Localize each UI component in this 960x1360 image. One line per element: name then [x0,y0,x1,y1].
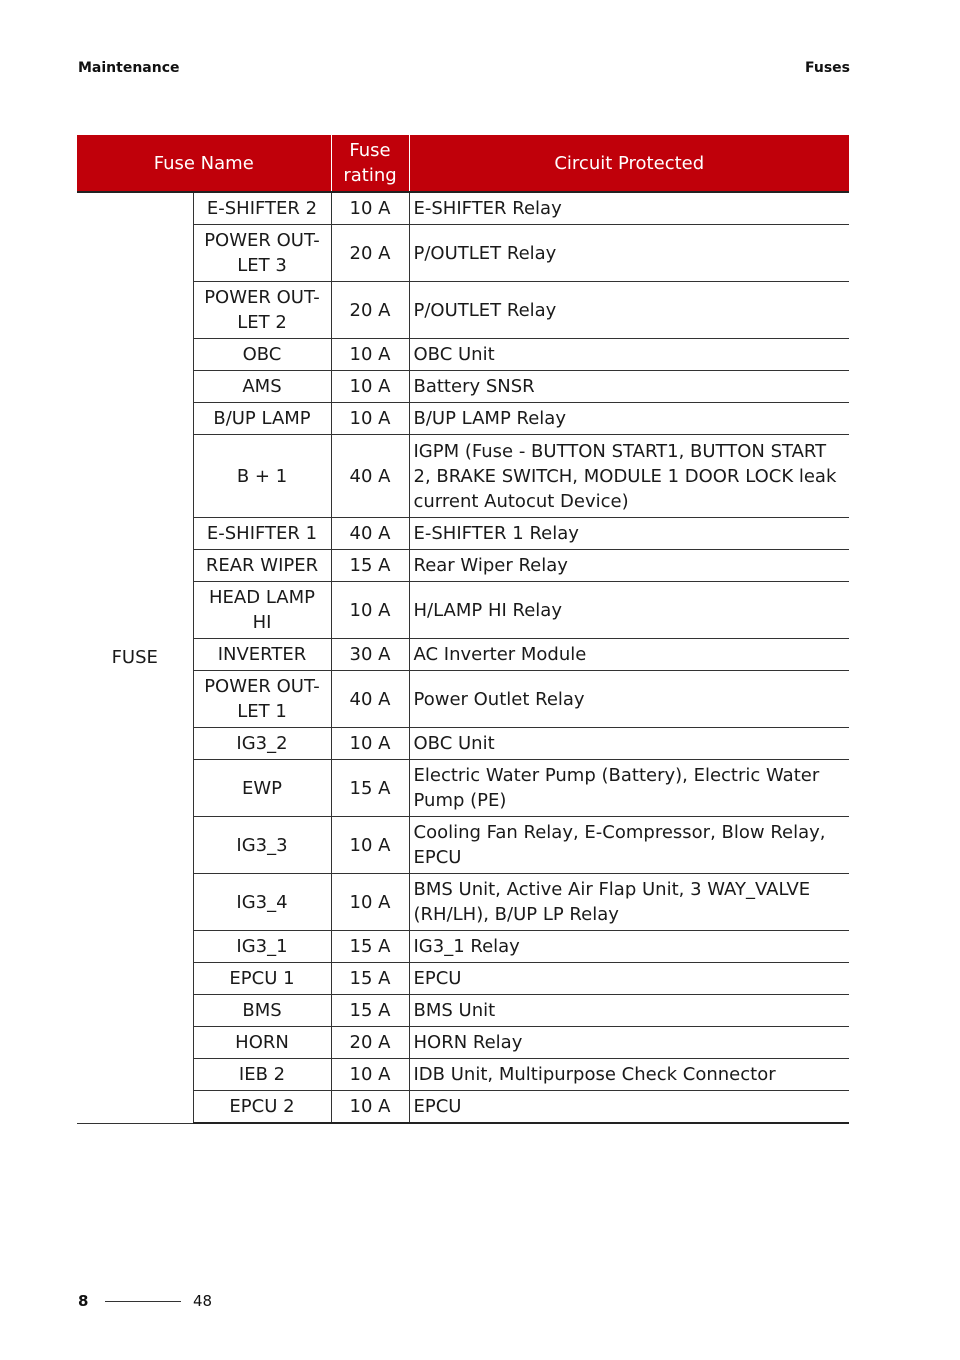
fuse-name-cell: E-SHIFTER 1 [193,518,331,550]
fuse-name-cell: HORN [193,1027,331,1059]
table-row [77,817,849,874]
circuit-protected-cell: B/UP LAMP Relay [409,403,849,435]
fuse-rating-cell: 10 A [331,403,409,435]
table-row [77,639,849,671]
fuse-rating-cell: 15 A [331,550,409,582]
table-row [77,995,849,1027]
circuit-protected-cell: Rear Wiper Relay [409,550,849,582]
circuit-protected-cell: BMS Unit, Active Air Flap Unit, 3 WAY_VALVE (RH/LH), B/UP LP Relay [409,874,849,931]
circuit-protected-cell: OBC Unit [409,339,849,371]
table-row [77,671,849,728]
column-header-circuit-protected: Circuit Protected [409,135,849,192]
fuse-name-cell: IG3_4 [193,874,331,931]
running-header-section: Maintenance [78,60,180,76]
fuse-rating-cell: 15 A [331,931,409,963]
fuse-name-cell: IG3_1 [193,931,331,963]
fuse-table [77,135,849,1124]
fuse-name-cell: REAR WIPER [193,550,331,582]
circuit-protected-cell: AC Inverter Module [409,639,849,671]
circuit-protected-cell: OBC Unit [409,728,849,760]
fuse-rating-cell: 10 A [331,1059,409,1091]
fuse-name-cell: EWP [193,760,331,817]
table-row [77,728,849,760]
table-row [77,1027,849,1059]
fuse-group-label: FUSE [77,192,193,1123]
fuse-name-cell: E-SHIFTER 2 [193,192,331,225]
fuse-name-cell: BMS [193,995,331,1027]
column-header-fuse-name: Fuse Name [77,135,331,192]
table-row [77,225,849,282]
fuse-rating-cell: 30 A [331,639,409,671]
fuse-name-cell: AMS [193,371,331,403]
circuit-protected-cell: EPCU [409,1091,849,1124]
table-row [77,1091,849,1124]
fuse-rating-cell: 20 A [331,1027,409,1059]
fuse-rating-cell: 15 A [331,995,409,1027]
circuit-protected-cell: Cooling Fan Relay, E-Compressor, Blow Relay, EPCU [409,817,849,874]
fuse-name-cell: IEB 2 [193,1059,331,1091]
fuse-rating-cell: 10 A [331,817,409,874]
fuse-rating-cell: 40 A [331,671,409,728]
fuse-name-cell: B/UP LAMP [193,403,331,435]
table-row [77,874,849,931]
fuse-rating-cell: 20 A [331,225,409,282]
circuit-protected-cell: Power Outlet Relay [409,671,849,728]
fuse-rating-cell: 15 A [331,760,409,817]
fuse-name-cell: IG3_3 [193,817,331,874]
table-row [77,760,849,817]
fuse-rating-cell: 10 A [331,192,409,225]
fuse-rating-cell: 20 A [331,282,409,339]
circuit-protected-cell: Electric Water Pump (Battery), Electric Water Pump (PE) [409,760,849,817]
fuse-name-cell: EPCU 1 [193,963,331,995]
fuse-rating-cell: 10 A [331,728,409,760]
fuse-table-header [77,135,849,192]
fuse-name-cell: INVERTER [193,639,331,671]
circuit-protected-cell: E-SHIFTER 1 Relay [409,518,849,550]
table-row [77,339,849,371]
table-row [77,435,849,518]
fuse-rating-cell: 10 A [331,339,409,371]
fuse-name-cell: POWER OUT-LET 2 [193,282,331,339]
fuse-rating-cell: 40 A [331,518,409,550]
circuit-protected-cell: IG3_1 Relay [409,931,849,963]
circuit-protected-cell: H/LAMP HI Relay [409,582,849,639]
footer-divider [105,1301,181,1302]
fuse-table-body [77,192,849,1123]
fuse-rating-cell: 10 A [331,371,409,403]
circuit-protected-cell: EPCU [409,963,849,995]
table-row [77,963,849,995]
column-header-fuse-rating: Fuse rating [331,135,409,192]
circuit-protected-cell: E-SHIFTER Relay [409,192,849,225]
fuse-name-cell: HEAD LAMP HI [193,582,331,639]
fuse-rating-cell: 10 A [331,582,409,639]
fuse-name-cell: POWER OUT-LET 3 [193,225,331,282]
circuit-protected-cell: IDB Unit, Multipurpose Check Connector [409,1059,849,1091]
table-row [77,371,849,403]
fuse-name-cell: IG3_2 [193,728,331,760]
table-row [77,582,849,639]
fuse-rating-cell: 10 A [331,1091,409,1124]
circuit-protected-cell: HORN Relay [409,1027,849,1059]
table-row [77,403,849,435]
running-header-topic: Fuses [805,60,850,76]
table-row [77,931,849,963]
fuse-name-cell: POWER OUT-LET 1 [193,671,331,728]
table-row [77,550,849,582]
circuit-protected-cell: BMS Unit [409,995,849,1027]
fuse-rating-cell: 10 A [331,874,409,931]
circuit-protected-cell: P/OUTLET Relay [409,225,849,282]
fuse-name-cell: B + 1 [193,435,331,518]
fuse-name-cell: OBC [193,339,331,371]
page-number: 48 [193,1292,213,1310]
fuse-rating-cell: 40 A [331,435,409,518]
table-row [77,282,849,339]
fuse-name-cell: EPCU 2 [193,1091,331,1124]
circuit-protected-cell: P/OUTLET Relay [409,282,849,339]
table-row [77,518,849,550]
circuit-protected-cell: IGPM (Fuse - BUTTON START1, BUTTON START 2, BRAKE SWITCH, MODULE 1 DOOR LOCK leak current Autocut Device) [409,435,849,518]
chapter-number: 8 [78,1292,89,1310]
table-row [77,192,849,225]
circuit-protected-cell: Battery SNSR [409,371,849,403]
table-row [77,1059,849,1091]
fuse-rating-cell: 15 A [331,963,409,995]
